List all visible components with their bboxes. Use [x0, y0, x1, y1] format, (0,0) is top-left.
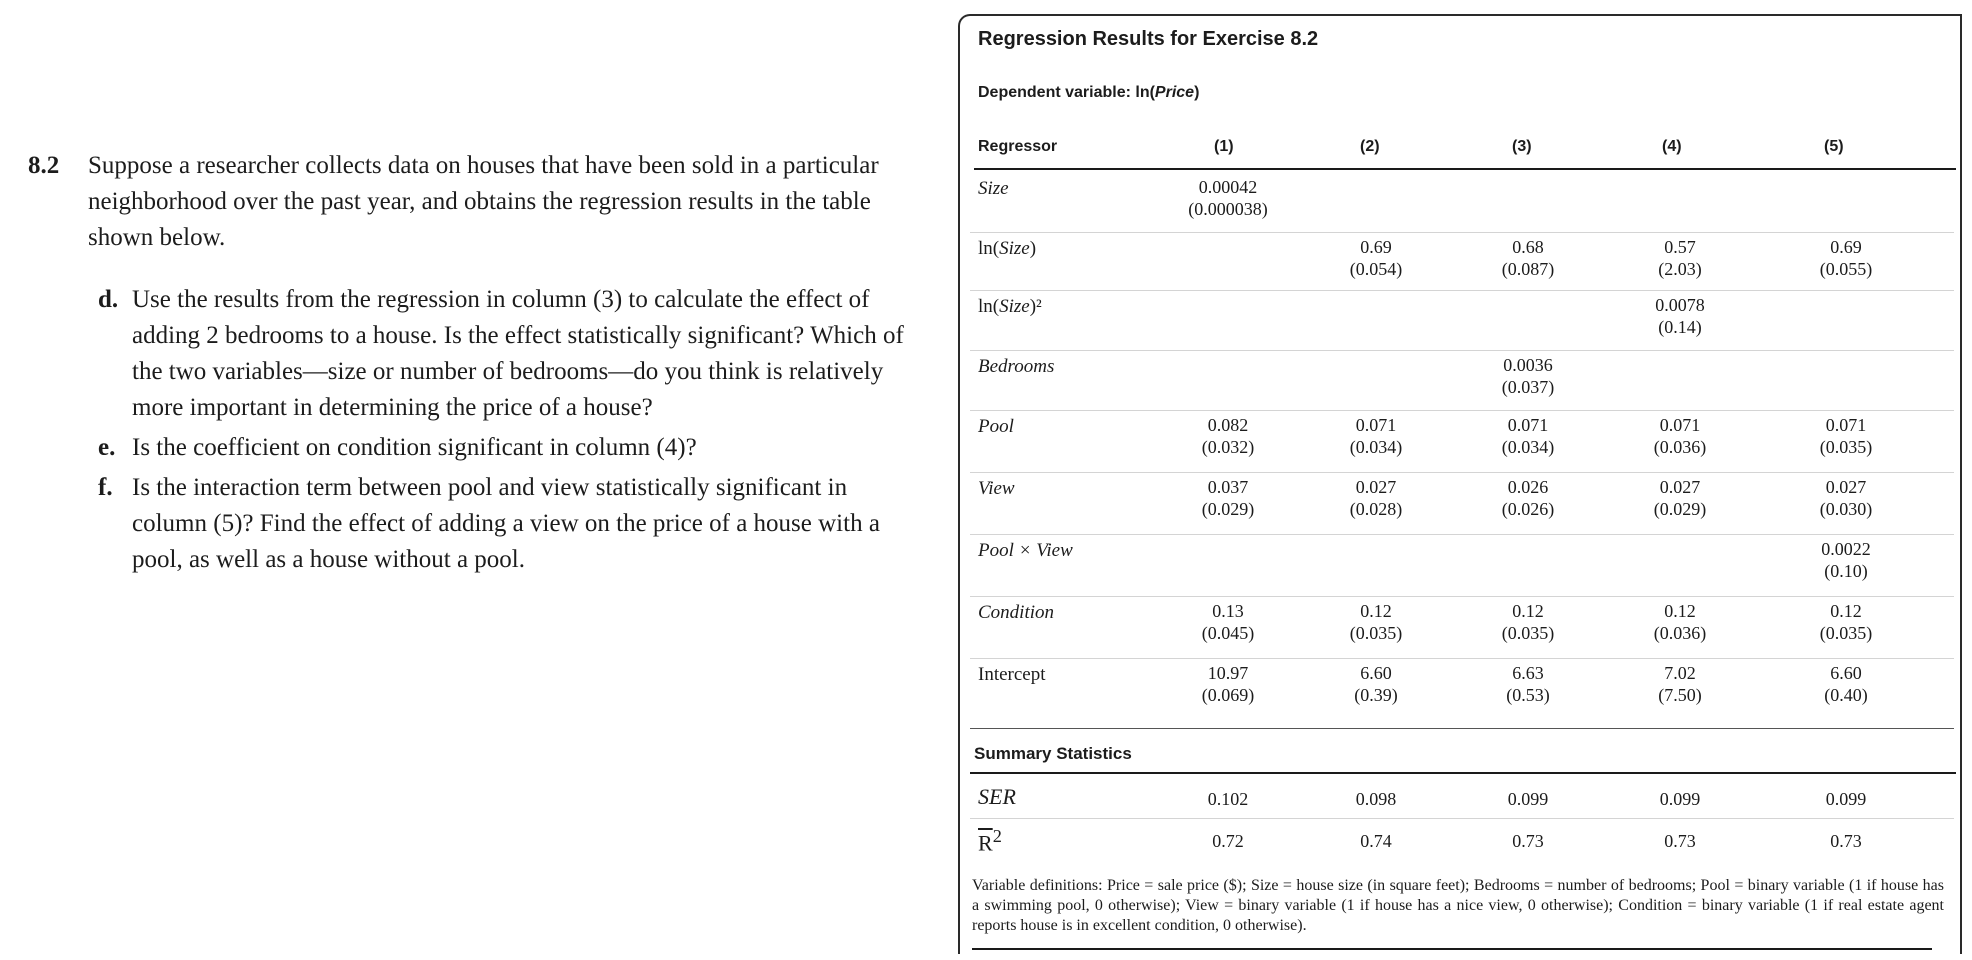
r-bar: $\overline{R}$	[978, 830, 993, 856]
stat-value: 0.099	[1659, 789, 1701, 809]
coef: 0.12	[1360, 601, 1392, 621]
stat-value: 0.73	[1830, 831, 1862, 851]
row-label: Condition	[978, 602, 1055, 623]
coef: 0.69	[1360, 237, 1392, 257]
table-title: Regression Results for Exercise 8.2	[978, 28, 1319, 50]
cell	[1620, 600, 1740, 644]
row-label: Pool × View	[978, 540, 1073, 561]
cell	[1786, 236, 1906, 280]
cell	[1168, 414, 1288, 458]
coef: 10.97	[1207, 663, 1249, 683]
row-bedrooms	[970, 350, 1954, 411]
stat-value: 0.102	[1207, 789, 1249, 809]
std-error: (0.14)	[1658, 317, 1702, 337]
coef: 0.027	[1825, 477, 1867, 497]
part-f-text: Is the interaction term between pool and view statistically significant in column (5)? Find the effect of adding a view on the price of a house with a pool, as well as a house without a pool.	[132, 474, 880, 573]
col-header-3: (3)	[1512, 138, 1532, 155]
coef: 6.60	[1360, 663, 1392, 683]
row-r-squared	[970, 818, 1954, 860]
coef: 0.13	[1212, 601, 1244, 621]
part-f	[98, 470, 928, 578]
coef: 0.12	[1664, 601, 1696, 621]
std-error: (0.034)	[1501, 437, 1555, 457]
coef: 0.0022	[1821, 539, 1871, 559]
coef: 0.69	[1830, 237, 1862, 257]
cell	[1468, 236, 1588, 280]
coef: 0.071	[1507, 415, 1549, 435]
label-prefix: ln(	[978, 296, 1000, 317]
problem-intro	[28, 148, 928, 256]
std-error: (0.032)	[1201, 437, 1255, 457]
part-f-label: f.	[98, 474, 113, 501]
std-error: (0.029)	[1201, 499, 1255, 519]
stat-value: 0.74	[1360, 831, 1392, 851]
row-label	[978, 826, 1002, 856]
row-intercept	[970, 658, 1954, 729]
std-error: (0.000038)	[1188, 199, 1268, 219]
std-error: (0.030)	[1819, 499, 1873, 519]
cell	[1786, 414, 1906, 458]
coef: 0.026	[1507, 477, 1549, 497]
std-error: (0.055)	[1819, 259, 1873, 279]
std-error: (0.10)	[1824, 561, 1868, 581]
column-header-row	[974, 138, 1954, 168]
row-ln-size-squared	[970, 290, 1954, 351]
cell	[1620, 476, 1740, 520]
cell	[1786, 662, 1906, 706]
label-suffix: )²	[1029, 296, 1042, 317]
row-label	[978, 296, 1042, 318]
dependent-variable	[978, 84, 1199, 102]
cell	[1468, 414, 1588, 458]
row-label: Size	[978, 178, 1009, 199]
cell	[1168, 600, 1288, 644]
problem-intro-text: Suppose a researcher collects data on houses that have been sold in a particular neighborhood over the past year, and obtains the regression results in the table shown below.	[88, 152, 879, 251]
part-d	[98, 282, 928, 426]
stat-value: 0.72	[1212, 831, 1244, 851]
variable-definitions: Variable definitions: Price = sale price ($); Size = house size (in square feet); Bedrooms = number of bedrooms; Pool = binary variable (1 if house has a swimming pool, 0 otherwise); View = binary variable (1 if house has a nice view, 0 otherwise); Condition = binary variable (1 if real estate agent reports house is in excellent condition, 0 otherwise).	[972, 877, 1944, 934]
std-error: (0.40)	[1824, 685, 1868, 705]
col-header-1: (1)	[1214, 138, 1234, 155]
std-error: (0.036)	[1653, 437, 1707, 457]
row-label: Pool	[978, 416, 1014, 437]
summary-title: Summary Statistics	[974, 744, 1132, 763]
cell	[1468, 600, 1588, 644]
coef: 0.0078	[1655, 295, 1705, 315]
row-ser	[970, 776, 1954, 819]
part-e-text: Is the coefficient on condition significant in column (4)?	[132, 434, 697, 461]
row-pool-x-view	[970, 534, 1954, 597]
cell	[1786, 600, 1906, 644]
coef: 0.071	[1355, 415, 1397, 435]
std-error: (0.035)	[1349, 623, 1403, 643]
part-e-label: e.	[98, 434, 116, 461]
stat-value: 0.099	[1507, 789, 1549, 809]
std-error: (0.037)	[1501, 377, 1555, 397]
row-label: SER	[978, 784, 1016, 809]
coef: 0.12	[1830, 601, 1862, 621]
coef: 0.071	[1659, 415, 1701, 435]
std-error: (0.087)	[1501, 259, 1555, 279]
cell	[1316, 414, 1436, 458]
summary-rule	[970, 772, 1956, 774]
label-prefix: ln(	[978, 238, 1000, 259]
part-e	[98, 430, 928, 466]
col-header-4: (4)	[1662, 138, 1682, 155]
header-rule	[974, 168, 1956, 170]
row-size	[970, 172, 1954, 233]
bottom-rule	[972, 948, 1932, 950]
std-error: (0.036)	[1653, 623, 1707, 643]
std-error: (0.39)	[1354, 685, 1398, 705]
dependent-close: )	[1194, 84, 1200, 101]
cell	[1620, 414, 1740, 458]
regression-table-panel	[958, 14, 1962, 954]
label-suffix: )	[1029, 238, 1037, 259]
problem-block	[28, 148, 928, 582]
std-error: (0.029)	[1653, 499, 1707, 519]
coef: 6.60	[1830, 663, 1862, 683]
row-label: View	[978, 478, 1015, 499]
cell	[1468, 354, 1588, 398]
coef: 0.12	[1512, 601, 1544, 621]
cell	[1316, 600, 1436, 644]
coef: 0.082	[1207, 415, 1249, 435]
cell	[1316, 236, 1436, 280]
std-error: (0.028)	[1349, 499, 1403, 519]
coef: 0.57	[1664, 237, 1696, 257]
coef: 0.68	[1512, 237, 1544, 257]
coef: 6.63	[1512, 663, 1544, 683]
coef: 0.0036	[1503, 355, 1553, 375]
cell	[1620, 294, 1740, 338]
std-error: (0.53)	[1506, 685, 1550, 705]
std-error: (2.03)	[1658, 259, 1702, 279]
label-var: Size	[999, 296, 1030, 317]
cell	[1316, 662, 1436, 706]
part-d-label: d.	[98, 286, 119, 313]
row-ln-size	[970, 232, 1954, 291]
std-error: (0.034)	[1349, 437, 1403, 457]
stat-value: 0.73	[1664, 831, 1696, 851]
cell	[1168, 662, 1288, 706]
dependent-label: Dependent variable: ln(	[978, 84, 1155, 101]
problem-parts	[28, 282, 928, 578]
cell	[1168, 176, 1288, 220]
std-error: (0.035)	[1501, 623, 1555, 643]
row-view	[970, 472, 1954, 535]
std-error: (0.069)	[1201, 685, 1255, 705]
coef: 0.027	[1355, 477, 1397, 497]
std-error: (0.035)	[1819, 623, 1873, 643]
stat-value: 0.73	[1512, 831, 1544, 851]
coef: 0.027	[1659, 477, 1701, 497]
stat-value: 0.099	[1825, 789, 1867, 809]
problem-number: 8.2	[28, 152, 60, 179]
row-label: Bedrooms	[978, 356, 1055, 377]
row-label	[978, 238, 1036, 260]
row-label: Intercept	[978, 664, 1046, 685]
r-squared-exp: 2	[992, 826, 1002, 846]
cell	[1620, 662, 1740, 706]
std-error: (0.026)	[1501, 499, 1555, 519]
cell	[1786, 476, 1906, 520]
coef: 0.071	[1825, 415, 1867, 435]
dependent-var: Price	[1154, 84, 1195, 101]
std-error: (0.045)	[1201, 623, 1255, 643]
cell	[1468, 476, 1588, 520]
cell	[1316, 476, 1436, 520]
cell	[1786, 538, 1906, 582]
coef: 7.02	[1664, 663, 1696, 683]
regressor-header: Regressor	[978, 138, 1058, 155]
cell	[1468, 662, 1588, 706]
col-header-5: (5)	[1824, 138, 1844, 155]
stat-value: 0.098	[1355, 789, 1397, 809]
cell	[1168, 476, 1288, 520]
std-error: (7.50)	[1658, 685, 1702, 705]
coef: 0.00042	[1198, 177, 1258, 197]
row-condition	[970, 596, 1954, 659]
label-var: Size	[999, 238, 1030, 259]
col-header-2: (2)	[1360, 138, 1380, 155]
part-d-text: Use the results from the regression in column (3) to calculate the effect of adding 2 bedrooms to a house. Is the effect statistically significant? Which of the two variables—size or number of bedrooms—do you think is relatively more important in determining the price of a house?	[132, 286, 904, 421]
std-error: (0.035)	[1819, 437, 1873, 457]
coef: 0.037	[1207, 477, 1249, 497]
std-error: (0.054)	[1349, 259, 1403, 279]
cell	[1620, 236, 1740, 280]
row-pool	[970, 410, 1954, 473]
